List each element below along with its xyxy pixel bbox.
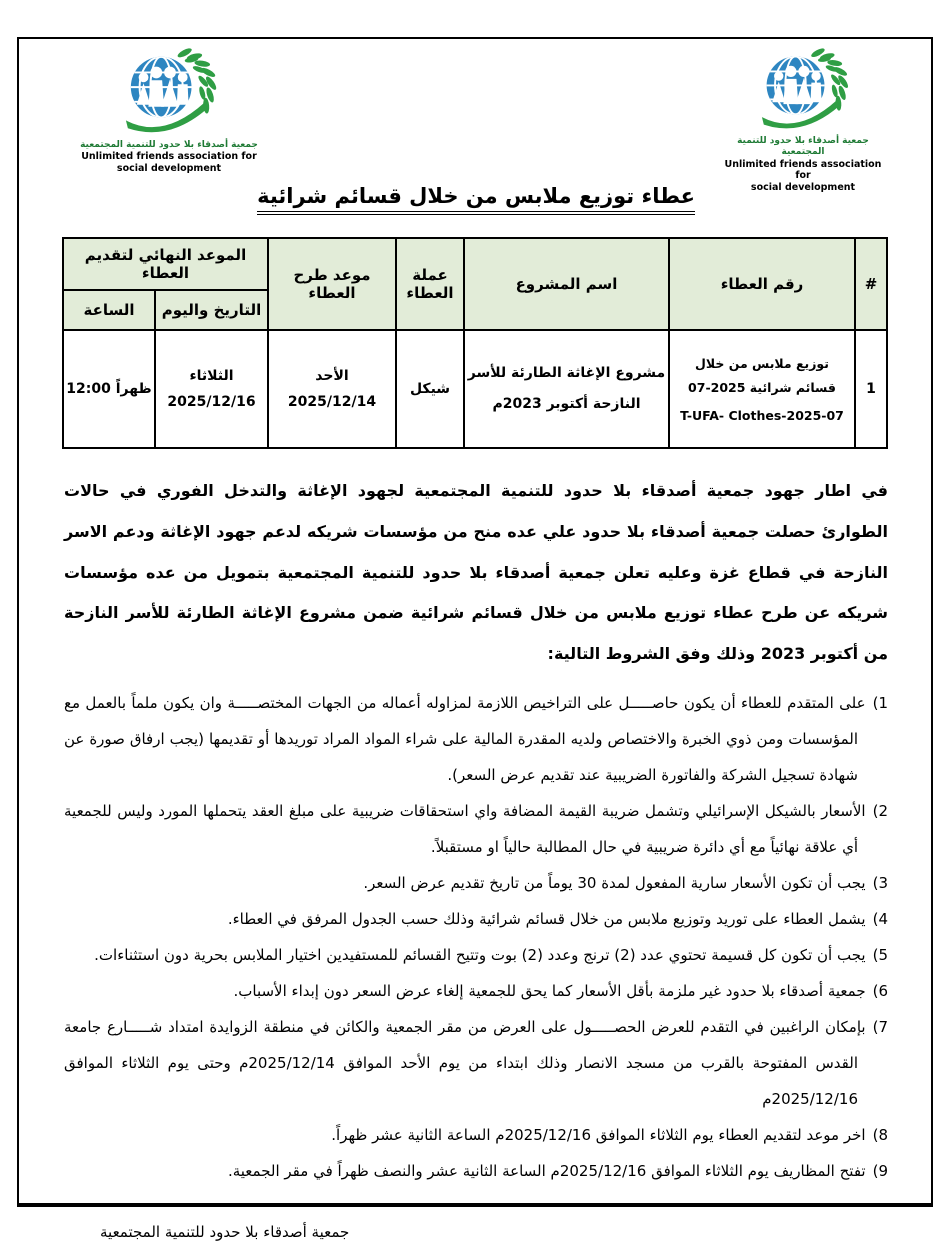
condition-marker: 5) — [872, 945, 888, 964]
intro-paragraph: في اطار جهود جمعية أصدقاء بلا حدود للتنمية المجتمعية لجهود الإغاثة والتدخل الفوري في حالات الطوارئ حصلت جمعية أصدقاء بلا حدود علي عده منح من مؤسسات شريكه لدعم جهود الإغاثة ودعم الاسر النازحة في قطاع غزة وعليه تعلن جمعية أصدقاء بلا حدود للتنمية المجتمعية بتمويل من عده مؤسسات شريكه عن طرح عطاء توزيع ملابس من خلال قسائم شرائية ضمن مشروع الإغاثة الطارئة للأسر النازحة من أكتوبر 2023 وذلك وفق الشروط التالية: — [64, 481, 888, 664]
org-name-arabic: جمعية أصدقاء بلا حدود للتنمية المجتمعية — [737, 136, 869, 158]
org-name-english-line1: Unlimited friends association for — [81, 151, 257, 163]
org-name-arabic: جمعية أصدقاء بلا حدود للتنمية المجتمعية — [80, 140, 258, 150]
condition-item — [64, 685, 888, 793]
col-header-index: # — [855, 238, 887, 330]
condition-text: بإمكان الراغبين في التقدم للعرض الحصـــــول على العرض من مقر الجمعية والكائن في منطقة الزوايدة امتداد شـــــارع جامعة القدس المفتوحة بالقرب من مسجد الانصار وذلك ابتداء من يوم الأحد الموافق 2025/12/14م وحتى يوم الثلاثاء الموافق 2025/12/16م — [64, 1017, 866, 1108]
condition-item — [64, 1009, 888, 1117]
cell-tender-no — [669, 330, 855, 448]
condition-item — [64, 1117, 888, 1153]
org-name-english-line2: social development — [116, 163, 222, 175]
deadline-date: 2025/12/16 — [167, 393, 256, 410]
page-title: عطاء توزيع ملابس من خلال قسائم شرائية — [257, 184, 695, 215]
cell-deadline-date — [155, 330, 268, 448]
conditions-list — [64, 685, 888, 1189]
condition-marker: 9) — [872, 1161, 888, 1180]
org-logo-block-left — [64, 46, 274, 175]
col-header-currency: عملة العطاء — [396, 238, 464, 330]
table-header-row-1 — [63, 238, 887, 290]
org-globe-logo-icon — [747, 46, 859, 136]
launch-date: 2025/12/14 — [287, 393, 377, 410]
tender-table — [62, 237, 888, 449]
document-page — [64, 46, 888, 1241]
col-header-launch-date: موعد طرح العطاء — [268, 238, 396, 330]
condition-marker: 8) — [872, 1125, 888, 1144]
cell-deadline-hour: 12:00 ظهراً — [63, 330, 155, 448]
launch-day: الأحد — [315, 367, 349, 384]
org-logo-block-right — [718, 46, 888, 194]
table-data-row — [63, 330, 887, 448]
condition-item — [64, 865, 888, 901]
condition-marker: 1) — [872, 693, 888, 712]
condition-item — [64, 937, 888, 973]
org-globe-logo-icon — [110, 46, 228, 140]
cell-index: 1 — [855, 330, 887, 448]
cell-launch-date — [268, 330, 396, 448]
org-name-english-line2: social development — [750, 182, 856, 194]
condition-text: على المتقدم للعطاء أن يكون حاصـــــل على التراخيص اللازمة لمزاوله أعماله من الجهات المختصـــــة وان يكون ملماً بالعمل مع المؤسسات ومن ذوي الخبرة والاختصاص ولديه المقدرة المالية على شراء المواد المراد توريدها أو تقديمها (يجب ارفاق صورة عن شهادة تسجيل الشركة والفاتورة الضريبية عند تقديم عرض السعر). — [64, 693, 866, 784]
col-header-date-day: التاريخ واليوم — [155, 290, 268, 330]
condition-item — [64, 1153, 888, 1189]
condition-text: يجب أن تكون الأسعار سارية المفعول لمدة 30 يوماً من تاريخ تقديم عرض السعر. — [363, 873, 866, 892]
condition-marker: 2) — [872, 801, 888, 820]
condition-text: تفتح المظاريف يوم الثلاثاء الموافق 2025/12/16م الساعة الثانية عشر والنصف ظهراً في مقر الجمعية. — [227, 1161, 866, 1180]
col-header-deadline: الموعد النهائي لتقديم العطاء — [63, 238, 268, 290]
condition-marker: 4) — [872, 909, 888, 928]
condition-marker: 3) — [872, 873, 888, 892]
tender-no-latin: T-UFA- Clothes-2025-07 — [680, 407, 844, 423]
cell-project-name: مشروع الإغاثة الطارئة للأسر النازحة أكتوبر 2023م — [464, 330, 669, 448]
condition-text: اخر موعد لتقديم العطاء يوم الثلاثاء الموافق 2025/12/16م الساعة الثانية عشر ظهراً. — [331, 1125, 866, 1144]
footer-org-name: جمعية أصدقاء بلا حدود للتنمية المجتمعية — [100, 1222, 350, 1241]
condition-text: جمعية أصدقاء بلا حدود غير ملزمة بأقل الأسعار كما يحق للجمعية إلغاء عرض السعر دون إبداء الأسباب. — [233, 981, 866, 1000]
condition-marker: 7) — [872, 1017, 888, 1036]
deadline-day: الثلاثاء — [189, 367, 234, 384]
condition-text: الأسعار بالشيكل الإسرائيلي وتشمل ضريبة القيمة المضافة واي استحقاقات ضريبية على مبلغ العقد يتحملها المورد وليس للجمعية أي علاقة نهائياً مع أي دائرة ضريبية في حال المطالبة حالياً او مستقبلاً. — [64, 801, 866, 856]
col-header-hour: الساعة — [63, 290, 155, 330]
condition-item — [64, 973, 888, 1009]
document-header — [64, 46, 888, 194]
org-name-english-line1: Unlimited friends association for — [724, 158, 882, 182]
tender-no-arabic: توزيع ملابس من خلال قسائم شرائية 2025-07 — [688, 356, 836, 396]
cell-currency: شيكل — [396, 330, 464, 448]
condition-text: يجب أن تكون كل قسيمة تحتوي عدد (2) ترنج وعدد (2) بوت وتتيح القسائم للمستفيدين اختيار الملابس بحرية دون استثناءات. — [94, 945, 866, 964]
condition-marker: 6) — [872, 981, 888, 1000]
condition-item — [64, 901, 888, 937]
col-header-tender-no: رقم العطاء — [669, 238, 855, 330]
col-header-project: اسم المشروع — [464, 238, 669, 330]
condition-item — [64, 793, 888, 865]
condition-text: يشمل العطاء على توريد وتوزيع ملابس من خلال قسائم شرائية وذلك حسب الجدول المرفق في العطاء. — [227, 909, 866, 928]
